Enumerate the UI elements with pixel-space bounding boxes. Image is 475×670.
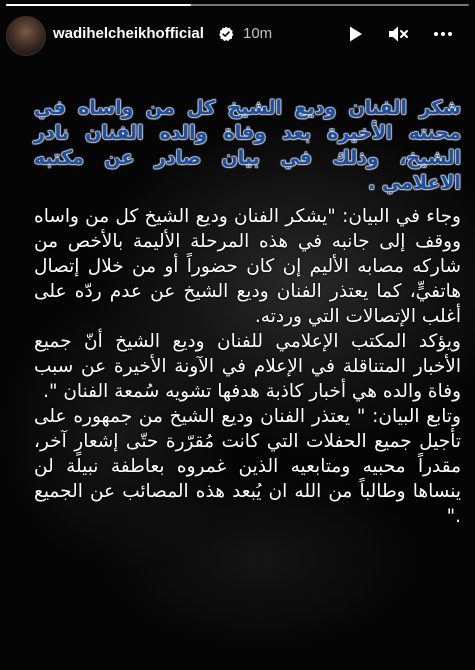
story-header [0, 10, 475, 60]
statement-paragraph-3: وتابع البيان: " يعتذر الفنان وديع الشيخ من جمهوره على تأجيل جميع الحفلات التي كانت مُقرّرة حتّى إشعارٍ آخر، مقدراً محبيه ومتابعيه الذين غمروه بعاطفة نبيلة لن ينساها وطالباً من الله ان يُبعد هذه المصائب عن الجميع ." [34, 406, 461, 527]
statement-paragraph-1: وجاء في البيان: "يشكر الفنان وديع الشيخ كل من واساه ووقف إلى جانبه في هذه المرحلة الأليمة بالأخص من شاركه مصابه الأليم إن كان حضوراً أو من خلال إتصال هاتفيٍّ، كما يعتذر الفنان وديع الشيخ عن عدم ردّه على أغلب الإتصالات التي وردته. [34, 206, 461, 327]
username[interactable]: wadihelcheikhofficial [53, 25, 204, 42]
more-options-icon[interactable] [432, 23, 454, 45]
story-progress-bar [6, 4, 469, 6]
story-text-overlay [0, 96, 475, 529]
muted-speaker-icon[interactable] [387, 23, 409, 45]
verified-badge-icon [218, 26, 234, 42]
avatar[interactable] [6, 16, 46, 56]
statement-paragraph-2: ويؤكد المكتب الإعلامي للفنان وديع الشيخ أنّ جميع الأخبار المتناقلة في الإعلام في الآونة الأخيرة عن سبب وفاة والده هي أخبار كاذبة هدفها تشويه سُمعة الفنان ". [34, 331, 461, 402]
statement-headline: شكر الفنان وديع الشيخ كل من واساه في محنته الأخيرة بعد وفاة والده الفنان نادر الشيخ، وذلك في بيان صادر عن مكتبه الاعلامي . [34, 97, 461, 194]
post-time: 10m [243, 25, 273, 42]
play-icon[interactable] [344, 23, 366, 45]
story-progress-fill [6, 4, 191, 6]
